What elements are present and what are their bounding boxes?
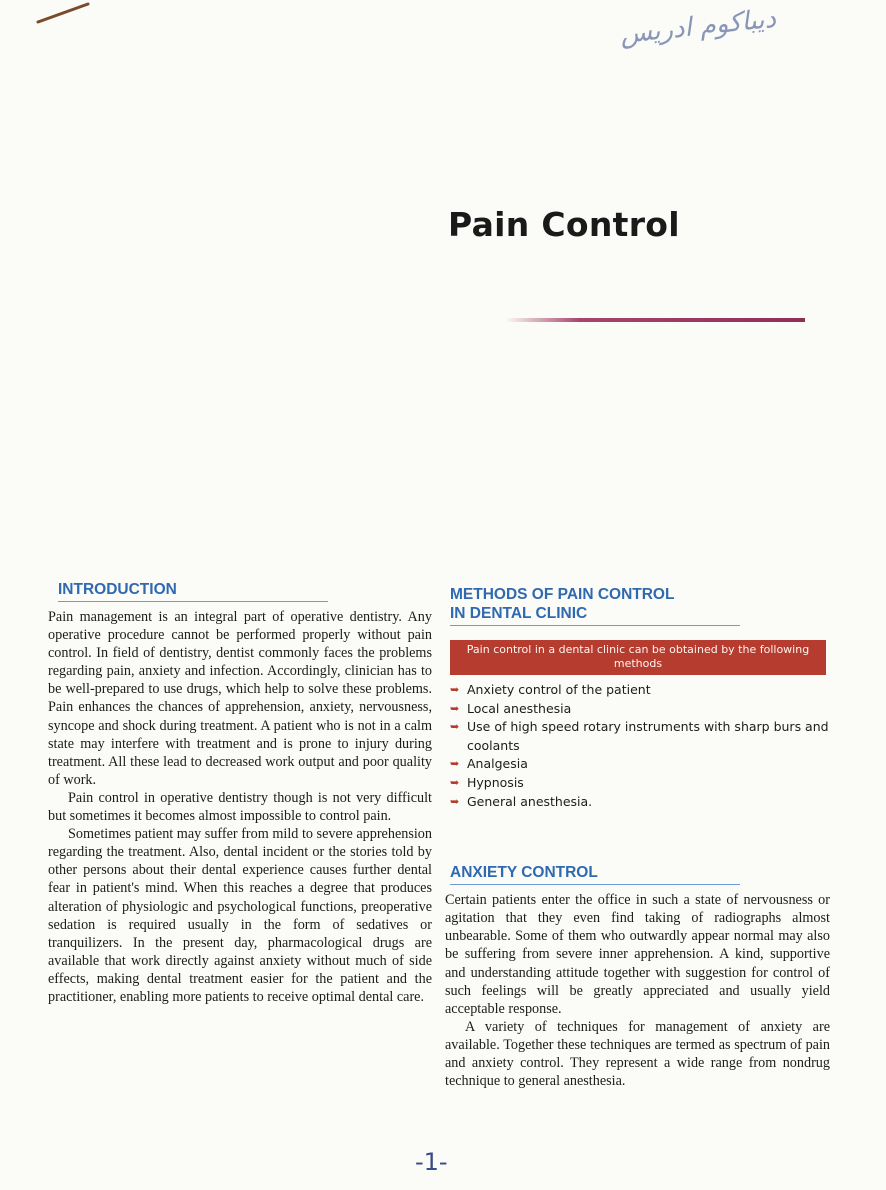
list-item: [450, 700, 830, 719]
methods-list: [450, 681, 830, 811]
introduction-paragraph: Sometimes patient may suffer from mild to severe apprehension regarding the treatment. Also, dental incident or the stories told by other persons about their dental experience causes further dental fear in patient's mind. When this reaches a degree that produces alteration of physiologic and psychological functions, preoperative sedation is required usually in the form of sedatives or tranquilizers. In the present day, pharmacological drugs are available that work directly against anxiety without much of side effects, making dental treatment easier for the patient and the practitioner, enabling more patients to receive optimal dental care.: [48, 826, 432, 1005]
page-number: -1-: [415, 1148, 448, 1176]
methods-heading-line1: METHODS OF PAIN CONTROL: [450, 586, 675, 603]
introduction-paragraph: Pain management is an integral part of operative dentistry. Any operative procedure cannot be performed properly without pain control. In field of dentistry, dentist commonly faces the problems regarding pain, anxiety and infection. Accordingly, clinician has to be well-prepared to use drugs, which help to solve these problems. Pain enhances the chances of apprehension, anxiety, nervousness, syncope and shock during treatment. A patient who is not in a calm state may interfere with treatment and is prone to injury during treatment. All these lead to decreased work output and poor quality of work.: [48, 609, 432, 788]
list-item-text: Analgesia: [467, 756, 528, 772]
anxiety-paragraph: A variety of techniques for management of anxiety are available. Together these techniques are termed as spectrum of pain and anxiety control. They represent a wide range from nondrug technique to general anesthesia.: [445, 1018, 830, 1090]
list-item-text: Hypnosis: [467, 774, 524, 790]
methods-heading-line2: IN DENTAL CLINIC: [450, 605, 588, 622]
arrow-bullet-icon: ➥: [450, 701, 460, 715]
list-item-text: Use of high speed rotary instruments with sharp burs and coolants: [467, 719, 829, 753]
methods-heading: [450, 585, 740, 626]
introduction-paragraph: Pain control in operative dentistry though is not very difficult but sometimes it becomes almost impossible to control pain.: [48, 789, 432, 825]
anxiety-control-body: [445, 891, 830, 1090]
left-column: [40, 580, 432, 1006]
anxiety-control-heading: ANXIETY CONTROL: [450, 863, 740, 885]
pen-mark-decoration: [30, 0, 100, 30]
anxiety-paragraph: Certain patients enter the office in such a state of nervousness or agitation that they even find taking of radiographs almost unbearable. Some of them who outwardly appear normal may also be suffering from severe inner apprehension. A kind, supportive and understanding attitude together with suggestion for control of such feelings will be greatly appreciated and usually yield acceptable response.: [445, 892, 830, 1017]
list-item: [450, 774, 830, 793]
list-item: [450, 681, 830, 700]
introduction-heading: INTRODUCTION: [58, 580, 328, 602]
list-item: [450, 755, 830, 774]
arrow-bullet-icon: ➥: [450, 794, 460, 808]
title-underline: [505, 318, 805, 322]
list-item-text: General anesthesia.: [467, 793, 593, 809]
right-column: [445, 585, 830, 1090]
list-item-text: Local anesthesia: [467, 700, 572, 716]
handwritten-note: دیباکوم ادریس: [618, 3, 778, 50]
arrow-bullet-icon: ➥: [450, 775, 460, 789]
list-item: [450, 718, 830, 755]
arrow-bullet-icon: ➥: [450, 757, 460, 771]
arrow-bullet-icon: ➥: [450, 720, 460, 734]
arrow-bullet-icon: ➥: [450, 683, 460, 696]
list-item: [450, 793, 830, 812]
introduction-body: [48, 608, 432, 1006]
list-item-text: Anxiety control of the patient: [467, 682, 651, 697]
methods-callout-box: Pain control in a dental clinic can be obtained by the following methods: [450, 640, 826, 675]
chapter-title: Pain Control: [448, 205, 680, 244]
